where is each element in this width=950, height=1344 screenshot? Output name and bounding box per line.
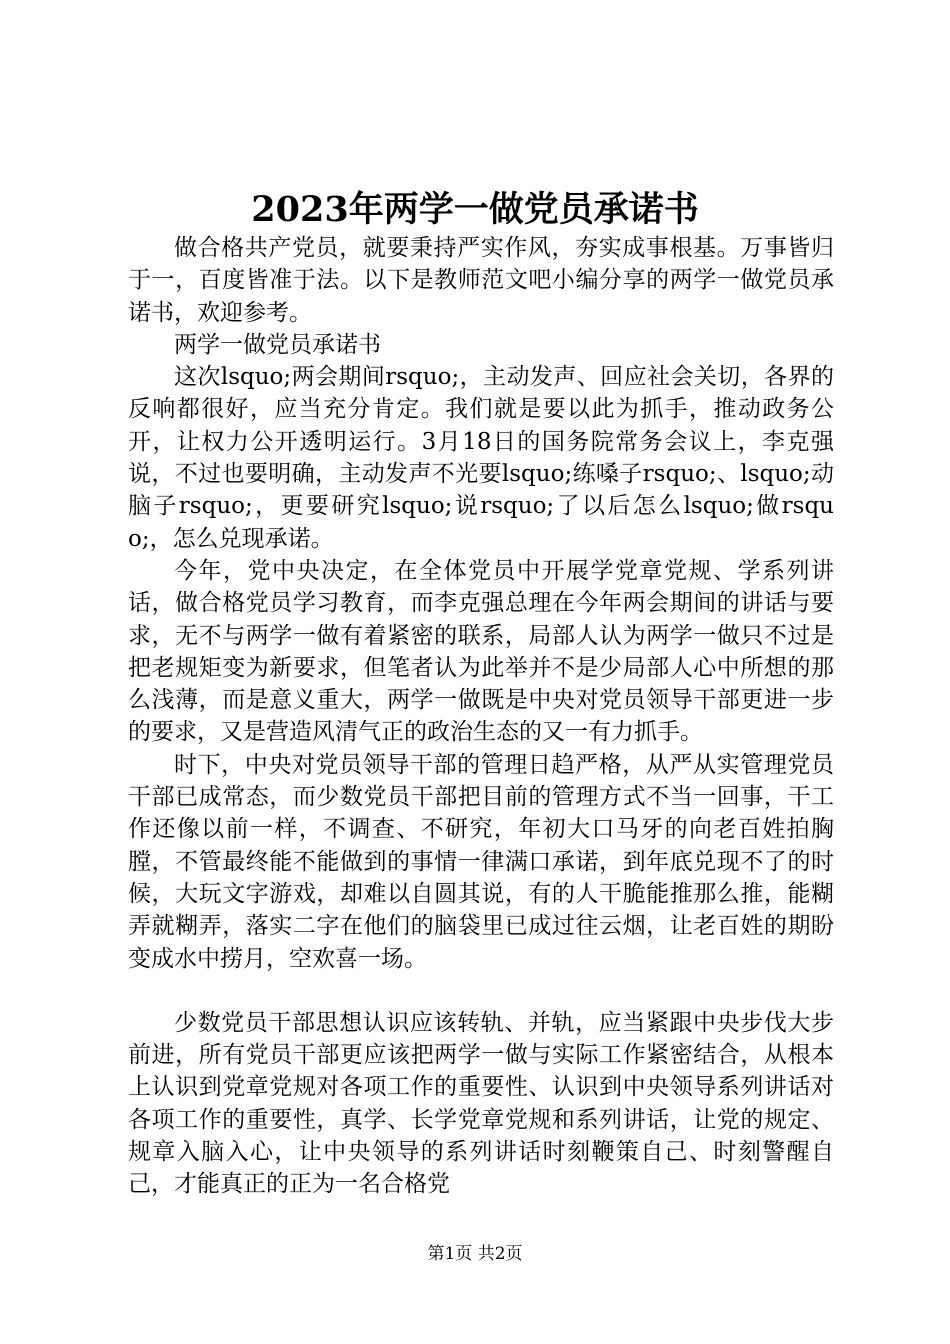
document-body	[128, 232, 834, 1201]
page-footer: 第1页 共2页	[427, 1244, 523, 1264]
intro-paragraph: 做合格共产党员，就要秉持严实作风，夯实成事根基。万事皆归于一，百度皆准于法。以下是教师范文吧小编分享的两学一做党员承诺书，欢迎参考。	[128, 235, 834, 326]
body-paragraph: 这次lsquo;两会期间rsquo;，主动发声、回应社会关切，各界的反响都很好，应当充分肯定。我们就是要以此为抓手，推动政务公开，让权力公开透明运行。3月18日的国务院常务会议上，李克强说，不过也要明确，主动发声不光要lsquo;练嗓子rsquo;、lsquo;动脑子rsquo;，更要研究lsquo;说rsquo;了以后怎么lsquo;做rsquo;，怎么兑现承诺。	[128, 364, 834, 552]
body-paragraph: 今年，党中央决定，在全体党员中开展学党章党规、学系列讲话，做合格党员学习教育，而李克强总理在今年两会期间的讲话与要求，无不与两学一做有着紧密的联系，局部人认为两学一做只不过是把老规矩变为新要求，但笔者认为此举并不是少局部人心中所想的那么浅薄，而是意义重大，两学一做既是中央对党员领导干部更进一步的要求，又是营造风清气正的政治生态的又一有力抓手。	[128, 557, 834, 746]
section-heading: 两学一做党员承诺书	[174, 331, 381, 358]
body-paragraph: 时下，中央对党员领导干部的管理日趋严格，从严从实管理党员干部已成常态，而少数党员干部把目前的管理方式不当一回事，干工作还像以前一样，不调查、不研究，年初大口马牙的向老百姓拍胸膛，不管最终能不能做到的事情一律满口承诺，到年底兑现不了的时候，大玩文字游戏，却难以自圆其说，有的人干脆能推那么推，能糊弄就糊弄，落实二字在他们的脑袋里已成过往云烟，让老百姓的期盼变成水中捞月，空欢喜一场。	[128, 751, 834, 972]
body-paragraph: 少数党员干部思想认识应该转轨、并轨，应当紧跟中央步伐大步前进，所有党员干部更应该把两学一做与实际工作紧密结合，从根本上认识到党章党规对各项工作的重要性、认识到中央领导系列讲话对各项工作的重要性，真学、长学党章党规和系列讲话，让党的规定、规章入脑入心，让中央领导的系列讲话时刻鞭策自己、时刻警醒自己，才能真正的正为一名合格党	[128, 1009, 834, 1198]
document-title: 2023年两学一做党员承诺书	[251, 189, 699, 230]
